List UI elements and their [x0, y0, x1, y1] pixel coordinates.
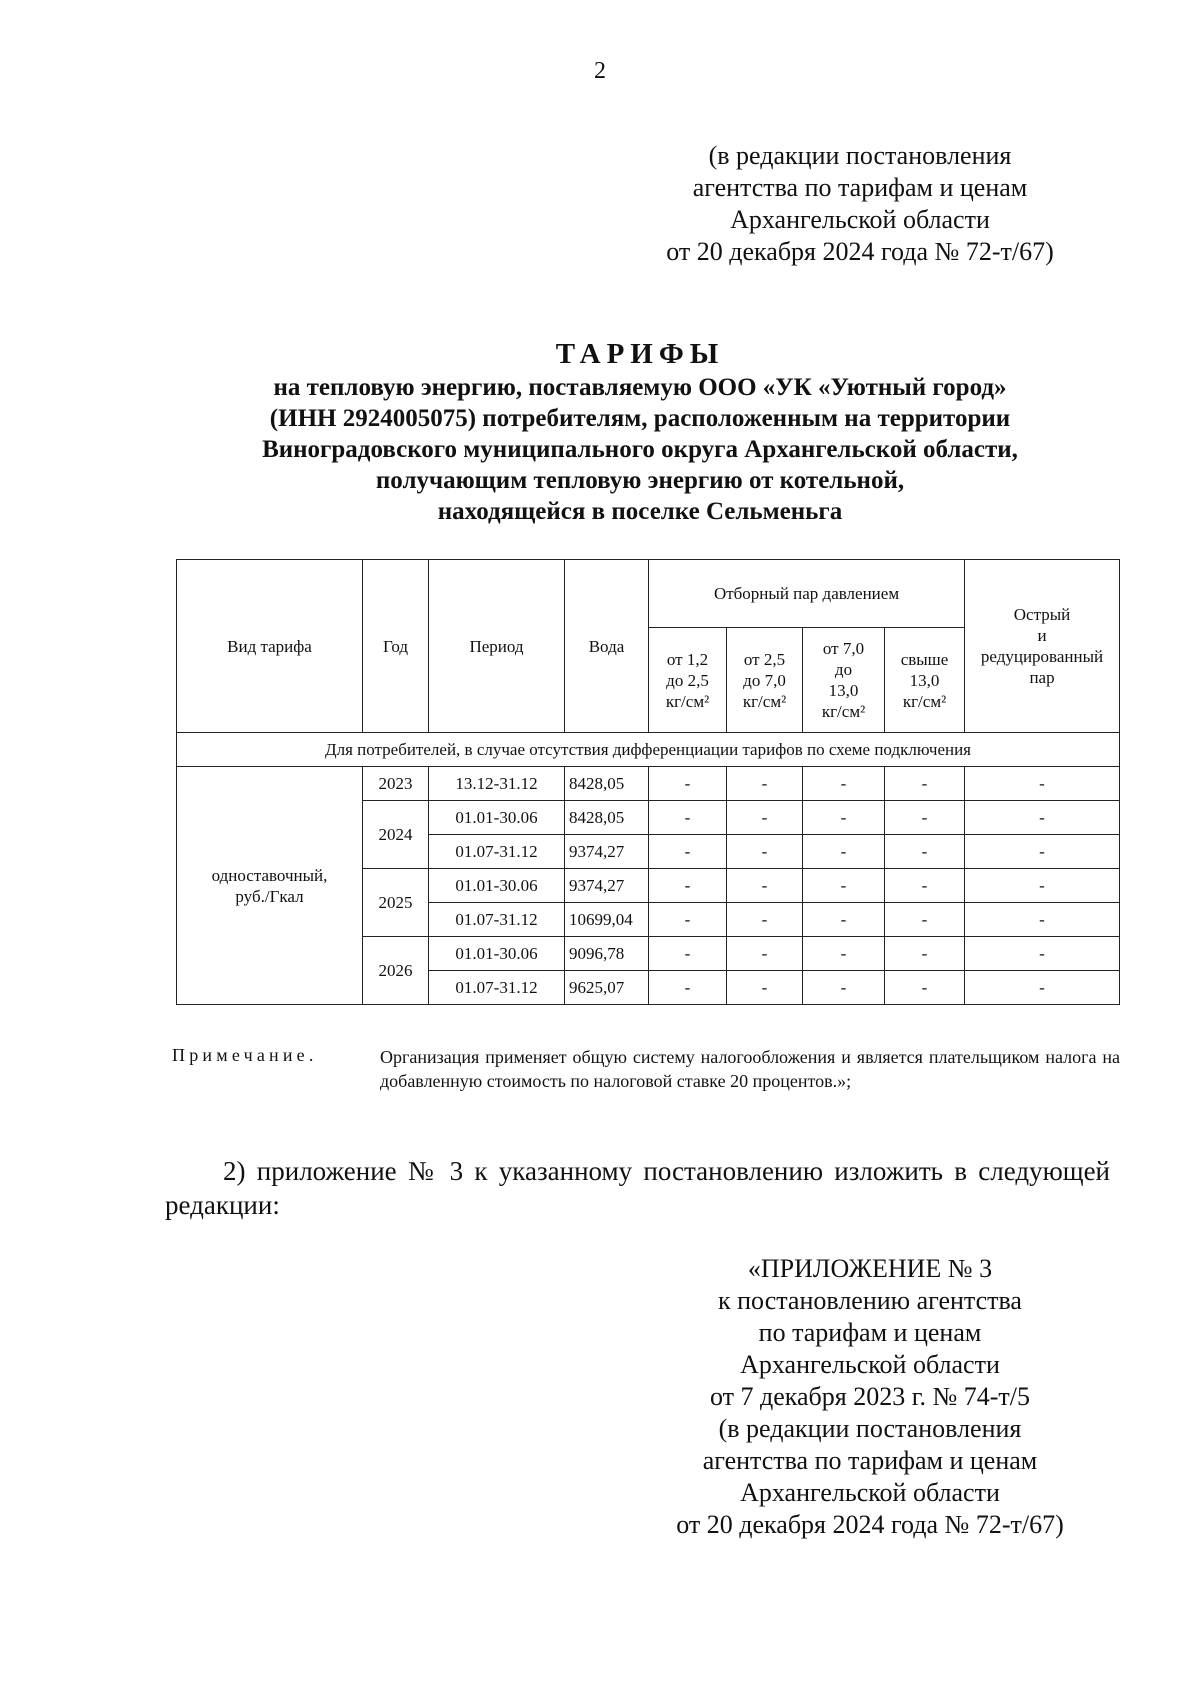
tariff-type-cell: [177, 767, 363, 1005]
appendix-line: Архангельской области: [740, 1350, 1000, 1379]
year-cell: 2024: [363, 801, 429, 869]
year-cell: 2025: [363, 869, 429, 937]
note-text: Организация применяет общую систему налогообложения и является плательщиком налога на добавленную стоимость по налоговой ставке 20 процентов.»;: [380, 1047, 1120, 1091]
water-cell: 9374,27: [565, 869, 649, 903]
title-line: (ИНН 2924005075) потребителям, расположенным на территории: [269, 405, 1011, 432]
header-steam-1-2.5: [649, 628, 727, 733]
steam-cell: -: [965, 903, 1120, 937]
header-line: от 1,2: [666, 649, 709, 669]
steam-cell: -: [965, 937, 1120, 971]
appendix-line: от 20 декабря 2024 года № 72-т/67): [676, 1510, 1064, 1539]
header-line: кг/см²: [665, 691, 710, 711]
period-cell: 01.07-31.12: [429, 835, 565, 869]
header-water: Вода: [565, 560, 649, 733]
header-line: и: [1037, 626, 1047, 645]
title-heading: ТАРИФЫ: [555, 338, 725, 370]
period-cell: 01.01-30.06: [429, 937, 565, 971]
steam-cell: -: [885, 937, 965, 971]
year-cell: 2026: [363, 937, 429, 1005]
table-row: [177, 767, 1120, 801]
water-cell: 8428,05: [565, 767, 649, 801]
steam-cell: -: [803, 767, 885, 801]
steam-cell: -: [649, 971, 727, 1005]
steam-cell: -: [885, 869, 965, 903]
header-tariff-type: Вид тарифа: [177, 560, 363, 733]
tariff-label-line: одноставочный,: [211, 865, 328, 885]
header-line: свыше: [900, 649, 949, 669]
appendix-line: (в редакции постановления: [718, 1414, 1022, 1443]
period-cell: 01.01-30.06: [429, 801, 565, 835]
header-steam-over-13: [885, 628, 965, 733]
redaction-block: [640, 140, 1080, 268]
header-line: 13,0: [909, 670, 940, 690]
steam-cell: -: [649, 869, 727, 903]
header-line: до 7,0: [743, 670, 786, 690]
steam-cell: -: [965, 767, 1120, 801]
redaction-line: Архангельской области: [730, 205, 990, 234]
header-line: от 2,5: [743, 649, 786, 669]
header-line: Острый: [1013, 605, 1071, 624]
steam-cell: -: [649, 937, 727, 971]
steam-cell: -: [727, 971, 803, 1005]
year-cell: 2023: [363, 767, 429, 801]
note-label: Примечание.: [172, 1045, 318, 1065]
steam-cell: -: [727, 937, 803, 971]
water-cell: 10699,04: [565, 903, 649, 937]
header-sharp-steam: [965, 560, 1120, 733]
water-cell: 9625,07: [565, 971, 649, 1005]
steam-cell: -: [803, 835, 885, 869]
steam-cell: -: [885, 835, 965, 869]
amendment-paragraph: 2) приложение № 3 к указанному постановлению изложить в следующей редакции:: [165, 1156, 1110, 1220]
header-year: Год: [363, 560, 429, 733]
appendix-block: [650, 1253, 1090, 1541]
steam-cell: -: [727, 869, 803, 903]
header-line: пар: [1029, 668, 1055, 687]
steam-cell: -: [727, 903, 803, 937]
redaction-line: от 20 декабря 2024 года № 72-т/67): [666, 237, 1054, 266]
redaction-line: агентства по тарифам и ценам: [692, 173, 1028, 202]
steam-cell: -: [885, 971, 965, 1005]
steam-cell: -: [803, 971, 885, 1005]
header-steam-2.5-7: [727, 628, 803, 733]
section-label: Для потребителей, в случае отсутствия дифференциации тарифов по схеме подключения: [177, 733, 1120, 767]
water-cell: 9374,27: [565, 835, 649, 869]
steam-cell: -: [803, 869, 885, 903]
steam-cell: -: [803, 801, 885, 835]
appendix-line: Архангельской области: [740, 1478, 1000, 1507]
steam-cell: -: [803, 937, 885, 971]
title-line: Виноградовского муниципального округа Архангельской области,: [262, 436, 1018, 463]
water-cell: 8428,05: [565, 801, 649, 835]
redaction-line: (в редакции постановления: [708, 141, 1012, 170]
steam-cell: -: [965, 869, 1120, 903]
header-line: 13,0: [828, 681, 859, 700]
period-cell: 01.07-31.12: [429, 903, 565, 937]
header-steam-7-13: [803, 628, 885, 733]
appendix-line: агентства по тарифам и ценам: [702, 1446, 1038, 1475]
header-line: до 2,5: [666, 670, 709, 690]
appendix-line: по тарифам и ценам: [758, 1318, 982, 1347]
header-line: до: [834, 660, 853, 679]
steam-cell: -: [885, 801, 965, 835]
steam-cell: -: [649, 767, 727, 801]
steam-cell: -: [649, 903, 727, 937]
document-title: [160, 336, 1120, 527]
header-steam-group: Отборный пар давлением: [649, 560, 965, 628]
period-cell: 13.12-31.12: [429, 767, 565, 801]
steam-cell: -: [727, 801, 803, 835]
steam-cell: -: [885, 903, 965, 937]
title-line: находящейся в поселке Сельменьга: [437, 498, 843, 525]
header-line: редуцированный: [980, 647, 1104, 666]
steam-cell: -: [649, 835, 727, 869]
steam-cell: -: [965, 835, 1120, 869]
title-line: на тепловую энергию, поставляемую ООО «УК «Уютный город»: [273, 374, 1007, 401]
steam-cell: -: [965, 971, 1120, 1005]
steam-cell: -: [727, 835, 803, 869]
period-cell: 01.07-31.12: [429, 971, 565, 1005]
header-line: от 7,0: [822, 639, 865, 658]
header-period: Период: [429, 560, 565, 733]
steam-cell: -: [727, 767, 803, 801]
water-cell: 9096,78: [565, 937, 649, 971]
page-number: 2: [594, 58, 606, 84]
header-line: кг/см²: [902, 691, 947, 711]
header-line: кг/см²: [821, 702, 866, 721]
tariff-label-line: руб./Гкал: [235, 886, 304, 906]
appendix-line: к постановлению агентства: [718, 1286, 1022, 1315]
appendix-line: от 7 декабря 2023 г. № 74-т/5: [709, 1382, 1031, 1411]
title-line: получающим тепловую энергию от котельной,: [375, 467, 905, 494]
steam-cell: -: [965, 801, 1120, 835]
appendix-line: «ПРИЛОЖЕНИЕ № 3: [747, 1254, 993, 1283]
header-line: кг/см²: [742, 691, 787, 711]
steam-cell: -: [803, 903, 885, 937]
period-cell: 01.01-30.06: [429, 869, 565, 903]
steam-cell: -: [885, 767, 965, 801]
tariff-table: [176, 559, 1120, 1005]
steam-cell: -: [649, 801, 727, 835]
